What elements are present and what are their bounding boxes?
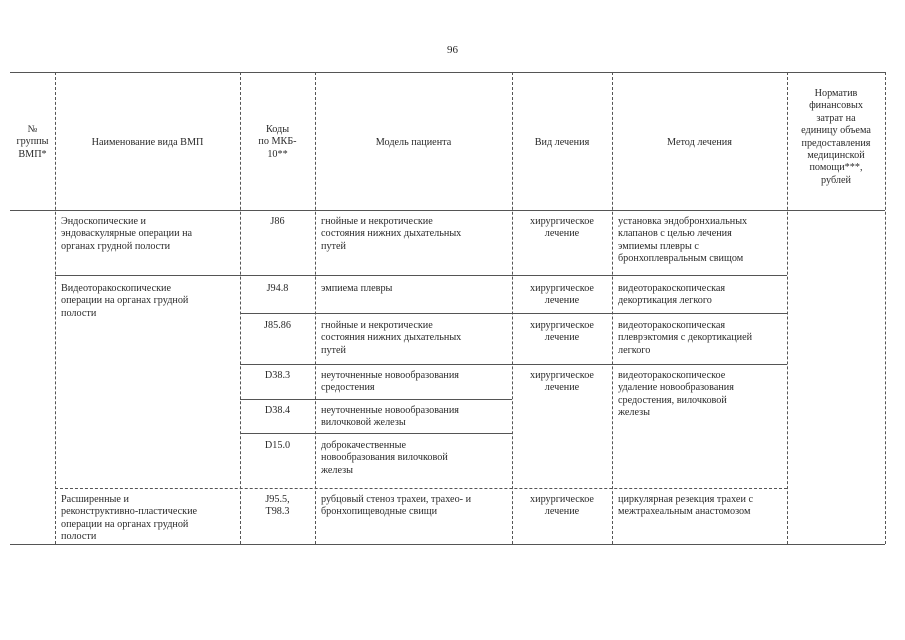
patient-model-cell: гнойные и некротические состояния нижних дыхательных путей [321,320,462,356]
header-bottom-border [10,210,885,211]
treatment-method-cell: видеоторакоскопическая декортикация легкого [618,283,726,307]
page-number: 96 [447,44,458,56]
treatment-type-cell: хирургическое лечение [530,370,594,394]
mkb-code-cell: J86 [270,216,285,227]
treatment-type-cell: хирургическое лечение [530,216,594,240]
treatment-type-cell: хирургическое лечение [530,494,594,518]
vmp-name-cell: Видеоторакоскопические операции на органах грудной полости [61,283,189,319]
treatment-method-cell: установка эндобронхиальных клапанов с целью лечения эмпиемы плевры с бронхоплевральным свищом [618,216,748,265]
treatment-method-cell: видеоторакоскопическая плеврэктомия с декортикацией легкого [618,320,753,356]
table-top-border [10,72,885,73]
mkb-code-cell: D15.0 [264,440,291,451]
patient-model-cell: неуточненные новообразования средостения [321,370,459,394]
patient-model-cell: гнойные и некротические состояния нижних дыхательных путей [321,216,462,252]
patient-model-cell: доброкачественные новообразования вилочковой железы [321,440,448,476]
row-divider [240,364,787,365]
mkb-code-cell: J85.86 [264,320,291,331]
header-mkb-codes: Коды по МКБ- 10** [258,124,297,160]
treatment-type-cell: хирургическое лечение [530,283,594,307]
row-divider [240,433,512,434]
header-vmp-name: Наименование вида ВМП [91,137,204,148]
treatment-method-cell: видеоторакоскопическое удаление новообразования средостения, вилочковой железы [618,370,734,419]
table-right-border [885,72,886,544]
row-divider [55,488,787,489]
mkb-code-cell: J94.8 [266,283,289,294]
treatment-type-cell: хирургическое лечение [530,320,594,344]
vmp-name-cell: Расширенные и реконструктивно-пластические операции на органах грудной полости [61,494,198,543]
header-cost-norm: Норматив финансовых затрат на единицу объема предоставления медицинской помощи***, рублей [801,88,871,186]
row-divider [240,399,512,400]
header-group-no: № группы ВМП* [16,124,49,160]
header-patient-model: Модель пациента [375,137,452,148]
table-bottom-border [10,544,885,545]
mkb-code-cell: D38.4 [264,405,291,416]
patient-model-cell: неуточненные новообразования вилочковой железы [321,405,459,429]
treatment-method-cell: циркулярная резекция трахеи с межтрахеальным анастомозом [618,494,753,518]
mkb-code-cell: D38.3 [264,370,291,381]
patient-model-cell: рубцовый стеноз трахеи, трахео- и бронхопищеводные свищи [321,494,472,518]
row-divider [55,275,787,276]
header-treatment-type: Вид лечения [534,137,590,148]
row-divider [240,313,787,314]
patient-model-cell: эмпиема плевры [321,283,393,294]
header-treatment-method: Метод лечения [667,137,732,148]
vmp-name-cell: Эндоскопические и эндоваскулярные операции на органах грудной полости [61,216,193,252]
mkb-code-cell: J95.5, T98.3 [265,494,290,518]
